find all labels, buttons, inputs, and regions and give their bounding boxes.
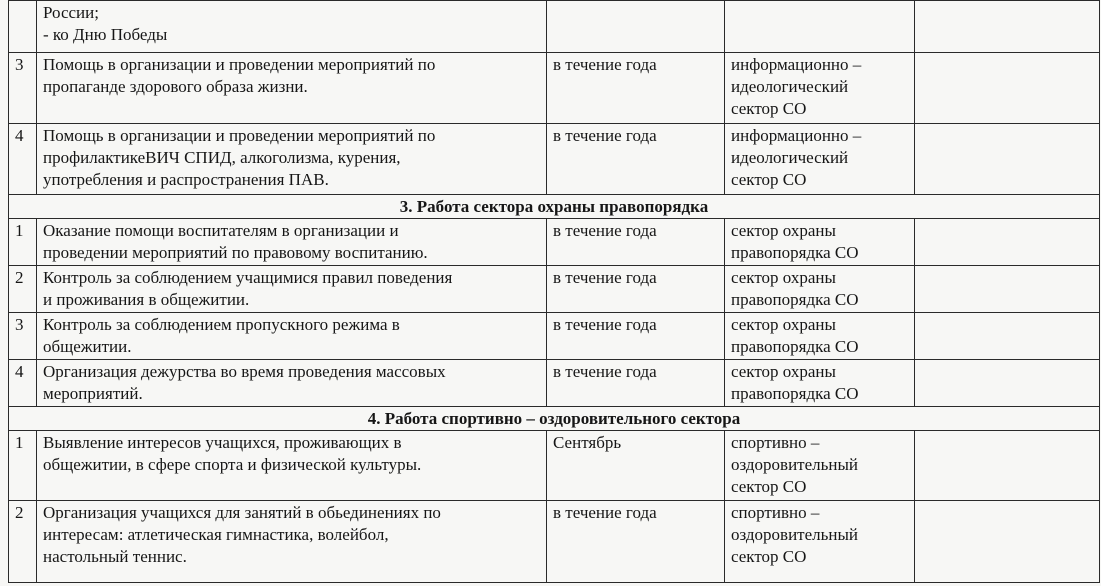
section-title: 4. Работа спортивно – оздоровительного сектора [9, 407, 1100, 431]
activity-cell: Помощь в организации и проведении мероприятий по пропаганде здорового образа жизни. [37, 53, 547, 124]
responsible-cell [725, 1, 915, 53]
activity-plan-table [8, 0, 1100, 583]
table-row [9, 266, 1100, 313]
timing-cell: в течение года [547, 360, 725, 407]
timing-cell: в течение года [547, 266, 725, 313]
timing-cell: в течение года [547, 313, 725, 360]
row-number-cell: 1 [9, 219, 37, 266]
section-header-row [9, 195, 1100, 219]
table-row [9, 360, 1100, 407]
timing-cell: в течение года [547, 124, 725, 195]
notes-cell [915, 53, 1100, 124]
section-title: 3. Работа сектора охраны правопорядка [9, 195, 1100, 219]
table-row [9, 219, 1100, 266]
activity-cell: Контроль за соблюдением пропускного режима в общежитии. [37, 313, 547, 360]
notes-cell [915, 1, 1100, 53]
activity-cell: Организация учащихся для занятий в обьединениях по интересам: атлетическая гимнастика, волейбол, настольный теннис. [37, 501, 547, 583]
timing-cell: в течение года [547, 219, 725, 266]
timing-cell: Сентябрь [547, 431, 725, 501]
row-number-cell: 4 [9, 124, 37, 195]
row-number-cell: 3 [9, 53, 37, 124]
row-number-cell: 2 [9, 501, 37, 583]
table-row [9, 501, 1100, 583]
row-number-cell [9, 1, 37, 53]
row-number-cell: 1 [9, 431, 37, 501]
responsible-cell: информационно – идеологический сектор СО [725, 53, 915, 124]
table-row [9, 431, 1100, 501]
responsible-cell: спортивно – оздоровительный сектор СО [725, 431, 915, 501]
activity-cell: Оказание помощи воспитателям в организации и проведении мероприятий по правовому воспитанию. [37, 219, 547, 266]
table-row [9, 1, 1100, 53]
activity-cell: Организация дежурства во время проведения массовых мероприятий. [37, 360, 547, 407]
responsible-cell: сектор охраны правопорядка СО [725, 313, 915, 360]
table-row [9, 53, 1100, 124]
notes-cell [915, 124, 1100, 195]
row-number-cell: 4 [9, 360, 37, 407]
notes-cell [915, 360, 1100, 407]
activity-cell: Контроль за соблюдением учащимися правил поведения и проживания в общежитии. [37, 266, 547, 313]
row-number-cell: 2 [9, 266, 37, 313]
responsible-cell: спортивно – оздоровительный сектор СО [725, 501, 915, 583]
timing-cell: в течение года [547, 501, 725, 583]
timing-cell [547, 1, 725, 53]
responsible-cell: сектор охраны правопорядка СО [725, 219, 915, 266]
notes-cell [915, 266, 1100, 313]
activity-cell: России; - ко Дню Победы [37, 1, 547, 53]
notes-cell [915, 219, 1100, 266]
responsible-cell: сектор охраны правопорядка СО [725, 360, 915, 407]
notes-cell [915, 431, 1100, 501]
table-row [9, 124, 1100, 195]
responsible-cell: информационно – идеологический сектор СО [725, 124, 915, 195]
timing-cell: в течение года [547, 53, 725, 124]
notes-cell [915, 313, 1100, 360]
table-row [9, 313, 1100, 360]
activity-cell: Помощь в организации и проведении мероприятий по профилактикеВИЧ СПИД, алкоголизма, курения, употребления и распространения ПАВ. [37, 124, 547, 195]
row-number-cell: 3 [9, 313, 37, 360]
activity-cell: Выявление интересов учащихся, проживающих в общежитии, в сфере спорта и физической культуры. [37, 431, 547, 501]
section-header-row [9, 407, 1100, 431]
responsible-cell: сектор охраны правопорядка СО [725, 266, 915, 313]
notes-cell [915, 501, 1100, 583]
